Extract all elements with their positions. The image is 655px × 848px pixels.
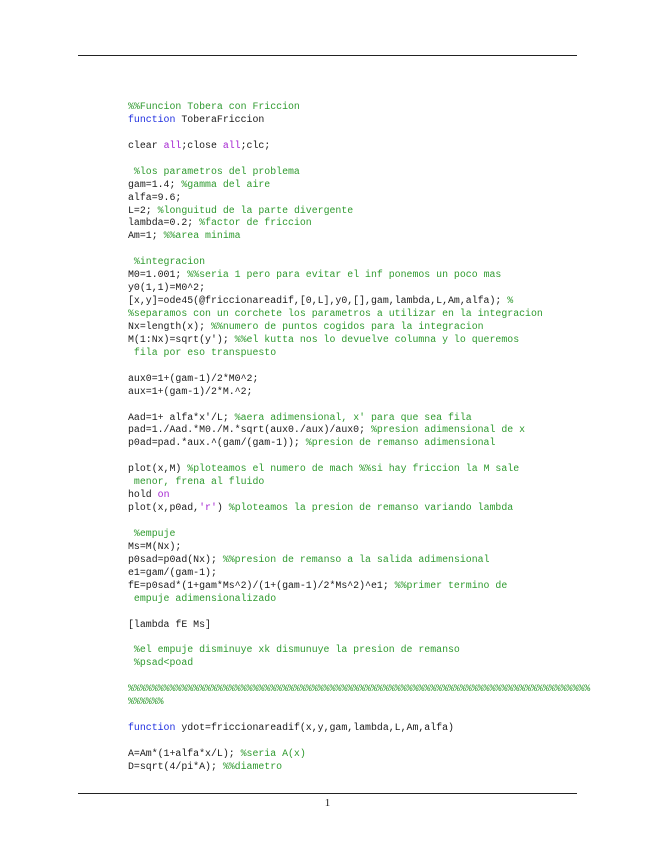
code-comment: %presion adimensional de x: [370, 424, 526, 436]
code-line: [128, 450, 590, 463]
code-line: [128, 347, 590, 360]
code-line: [128, 360, 590, 373]
code-comment: %el empuje disminuye xk dismunuye la presion de remanso: [128, 644, 460, 656]
code-line: [128, 192, 590, 205]
code-line: [128, 295, 590, 308]
code-text: hold: [128, 489, 158, 501]
code-line: [128, 386, 590, 399]
code-line: [128, 334, 590, 347]
code-line: [128, 179, 590, 192]
code-line: [128, 127, 590, 140]
code-text: [x,y]=ode45(@friccionareadif,[0,L],y0,[],gam,lambda,L,Am,alfa);: [128, 295, 508, 307]
code-keyword: function: [128, 722, 176, 733]
code-text: clear: [128, 139, 164, 151]
code-string: all: [222, 139, 241, 151]
code-text: gam=1.4;: [128, 178, 182, 190]
code-text: plot(x,p0ad,: [128, 502, 200, 514]
code-line: [128, 412, 590, 425]
code-line: [128, 205, 590, 218]
code-line: [128, 243, 590, 256]
code-text: Ms=M(Nx);: [128, 540, 182, 552]
code-text: M0=1.001;: [128, 269, 188, 281]
code-comment: %gamma del aire: [181, 178, 271, 190]
code-line: [128, 282, 590, 295]
code-text: L=2;: [128, 204, 158, 216]
code-comment: %ploteamos la presion de remanso variando lambda: [228, 502, 514, 514]
code-line: [128, 619, 590, 632]
code-comment: %presion de remanso adimensional: [305, 437, 496, 449]
code-line: [128, 593, 590, 606]
code-text: lambda=0.2;: [128, 217, 200, 229]
code-line: [128, 153, 590, 166]
code-text: ;close: [181, 139, 223, 151]
code-line: [128, 321, 590, 334]
code-text: ;clc;: [240, 139, 271, 151]
code-text: y0(1,1)=M0^2;: [128, 282, 206, 294]
code-line: [128, 748, 590, 761]
code-text: alfa=9.6;: [128, 191, 182, 203]
code-line: [128, 256, 590, 269]
code-line: [128, 735, 590, 748]
code-text: plot(x,M): [128, 463, 188, 475]
code-text: Aad=1+ alfa*x'/L;: [128, 411, 235, 423]
code-line: [128, 515, 590, 528]
code-text: [lambda fE Ms]: [128, 618, 211, 630]
code-line: [128, 696, 590, 709]
code-text: aux0=1+(gam-1)/2*M0^2;: [128, 372, 259, 384]
code-line: [128, 567, 590, 580]
code-text: aux=1+(gam-1)/2*M.^2;: [128, 385, 253, 397]
code-comment: %psad<poad: [128, 657, 194, 669]
code-comment: %empuje: [128, 527, 176, 539]
code-line: [128, 528, 590, 541]
code-line: [128, 670, 590, 683]
code-line: [128, 230, 590, 243]
code-comment: %seria A(x): [240, 747, 306, 759]
code-line: [128, 489, 590, 502]
code-comment: empuje adimensionalizado: [128, 592, 277, 604]
code-line: [128, 554, 590, 567]
code-comment: %ploteamos el numero de mach %%si hay friccion la M sale: [187, 463, 520, 475]
code-line: [128, 463, 590, 476]
code-text: Am=1;: [128, 230, 164, 242]
header-rule: [78, 55, 577, 56]
code-comment: %%Funcion Tobera con Friccion: [128, 101, 300, 112]
code-text: A=Am*(1+alfa*x/L);: [128, 747, 241, 759]
code-text: p0ad=pad.*aux.^(gam/(gam-1));: [128, 437, 306, 449]
code-comment: menor, frena al fluido: [128, 476, 265, 488]
code-line: [128, 644, 590, 657]
code-comment: %%%%%%%%%%%%%%%%%%%%%%%%%%%%%%%%%%%%%%%%%%%%%%%%%%%%%%%%%%%%%%%%%%%%%%%%%%%%%%: [128, 683, 591, 695]
code-text: ToberaFriccion: [175, 113, 265, 125]
code-line: [128, 114, 590, 127]
code-line: [128, 101, 590, 114]
code-comment: %%diametro: [222, 760, 283, 772]
code-line: [128, 437, 590, 450]
code-text: p0sad=p0ad(Nx);: [128, 553, 223, 565]
code-comment: %los parametros del problema: [128, 165, 300, 177]
code-text: ydot=friccionareadif(x,y,gam,lambda,L,Am,alfa): [175, 722, 454, 733]
code-comment: %integracion: [128, 256, 206, 268]
code-comment: %%presion de remanso a la salida adimensional: [222, 553, 490, 565]
code-line: [128, 657, 590, 670]
code-line: [128, 424, 590, 437]
code-comment: %separamos con un corchete los parametros a utilizar en la integracion: [128, 308, 543, 319]
code-line: [128, 269, 590, 282]
code-line: [128, 476, 590, 489]
code-text: pad=1./Aad.*M0./M.*sqrt(aux0./aux)/aux0;: [128, 424, 371, 436]
code-string: on: [157, 489, 170, 501]
code-text: ): [216, 502, 229, 514]
code-text: D=sqrt(4/pi*A);: [128, 760, 223, 772]
code-line: [128, 722, 590, 735]
code-line: [128, 399, 590, 412]
code-line: [128, 606, 590, 619]
code-line: [128, 166, 590, 179]
code-comment: %%primer termino de: [394, 579, 508, 591]
code-text: Nx=length(x);: [128, 320, 211, 332]
code-comment: %longuitud de la parte divergente: [157, 204, 354, 216]
code-string: all: [163, 139, 182, 151]
code-line: [128, 502, 590, 515]
code-text: fE=p0sad*(1+gam*Ms^2)/(1+(gam-1)/2*Ms^2)^e1;: [128, 579, 395, 591]
code-line: [128, 683, 590, 696]
code-string: 'r': [199, 502, 217, 514]
code-comment: %factor de friccion: [199, 217, 312, 229]
code-comment: %aera adimensional, x' para que sea fila: [234, 411, 472, 423]
code-comment: %%%%%%: [128, 696, 164, 708]
code-line: [128, 308, 590, 321]
code-comment: %%numero de puntos cogidos para la integracion: [210, 320, 484, 332]
code-line: [128, 631, 590, 644]
code-line: [128, 761, 590, 774]
code-keyword: function: [128, 113, 176, 125]
code-comment: %%area minima: [163, 230, 241, 242]
code-line: [128, 217, 590, 230]
code-comment: fila por eso transpuesto: [128, 346, 277, 358]
code-line: [128, 541, 590, 554]
code-line: [128, 140, 590, 153]
code-line: [128, 373, 590, 386]
code-line: [128, 709, 590, 722]
code-line: [128, 580, 590, 593]
code-text: M(1:Nx)=sqrt(y');: [128, 333, 235, 345]
code-text: e1=gam/(gam-1);: [128, 566, 217, 578]
footer-rule: [78, 793, 577, 794]
matlab-code-listing: [128, 101, 590, 774]
code-comment: %: [507, 295, 514, 307]
code-comment: %%seria 1 pero para evitar el inf ponemos un poco mas: [187, 269, 502, 281]
page-number: 1: [324, 797, 331, 809]
code-comment: %%el kutta nos lo devuelve columna y lo queremos: [234, 333, 520, 345]
